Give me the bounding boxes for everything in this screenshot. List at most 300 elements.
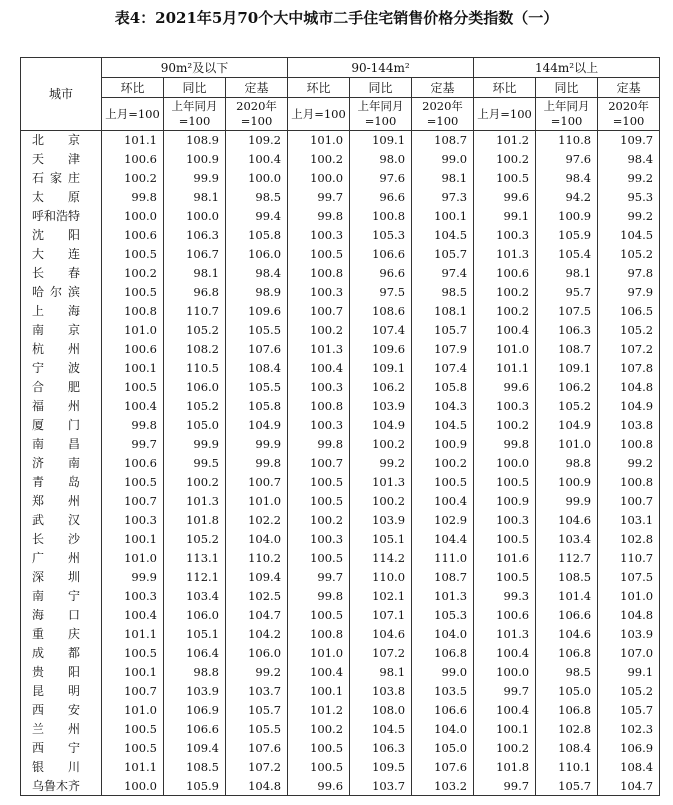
index-value: 101.3 [164, 492, 226, 511]
index-value: 100.8 [350, 207, 412, 226]
index-value: 108.5 [164, 758, 226, 777]
index-value: 105.7 [412, 245, 474, 264]
index-value: 97.6 [536, 150, 598, 169]
index-value: 108.4 [598, 758, 660, 777]
index-value: 100.7 [226, 473, 288, 492]
index-value: 106.5 [598, 302, 660, 321]
index-value: 106.0 [164, 378, 226, 397]
index-value: 105.7 [412, 321, 474, 340]
city-name-char: 青 [32, 475, 45, 489]
index-value: 99.8 [102, 416, 164, 435]
city-name-char: 呼 [32, 209, 45, 223]
index-value: 99.7 [288, 568, 350, 587]
city-cell [21, 758, 102, 777]
index-value: 100.2 [102, 264, 164, 283]
city-cell [21, 302, 102, 321]
city-name-char: 尔 [49, 285, 62, 299]
city-name-char: 济 [32, 456, 45, 470]
index-value: 108.7 [412, 131, 474, 150]
index-value: 104.0 [412, 625, 474, 644]
index-value: 100.2 [350, 435, 412, 454]
city-name [32, 663, 80, 681]
city-name-char: 合 [32, 380, 45, 394]
table-row [21, 473, 660, 492]
city-name-char: 天 [32, 152, 45, 166]
city-name-char: 都 [67, 646, 80, 660]
index-value: 100.3 [474, 511, 536, 530]
city-name [32, 188, 80, 206]
city-name-char: 大 [32, 247, 45, 261]
index-value: 99.8 [288, 207, 350, 226]
index-value: 101.0 [102, 549, 164, 568]
index-value: 101.8 [474, 758, 536, 777]
index-value: 108.9 [164, 131, 226, 150]
table-row [21, 245, 660, 264]
index-value: 100.2 [350, 492, 412, 511]
city-name [32, 549, 80, 567]
index-value: 100.2 [288, 321, 350, 340]
index-value: 106.0 [226, 644, 288, 663]
city-name [32, 169, 80, 187]
index-value: 99.7 [474, 777, 536, 796]
city-name-char: 阳 [67, 665, 80, 679]
index-value: 100.5 [102, 720, 164, 739]
index-value: 106.7 [164, 245, 226, 264]
city-cell [21, 473, 102, 492]
city-cell [21, 530, 102, 549]
index-value: 101.0 [598, 587, 660, 606]
city-name [32, 701, 80, 719]
base-line: 上年同月 [543, 99, 590, 113]
base-line: =100 [550, 114, 583, 128]
index-value: 104.8 [598, 606, 660, 625]
table-row [21, 530, 660, 549]
index-value: 100.2 [288, 720, 350, 739]
city-name-char: 宁 [67, 741, 80, 755]
index-value: 106.6 [412, 701, 474, 720]
table-row [21, 682, 660, 701]
index-value: 95.3 [598, 188, 660, 207]
index-value: 101.4 [536, 587, 598, 606]
index-value: 96.6 [350, 264, 412, 283]
index-value: 105.8 [226, 226, 288, 245]
index-value: 106.6 [536, 606, 598, 625]
city-name-char: 杭 [32, 342, 45, 356]
col-base-mom [288, 98, 350, 131]
index-value: 114.2 [350, 549, 412, 568]
base-period-header-row [21, 98, 660, 131]
index-value: 100.5 [474, 568, 536, 587]
city-name [32, 644, 80, 662]
index-value: 100.8 [598, 435, 660, 454]
index-value: 106.3 [164, 226, 226, 245]
index-value: 100.5 [102, 283, 164, 302]
index-value: 112.7 [536, 549, 598, 568]
city-name-char: 汉 [67, 513, 80, 527]
index-value: 100.2 [288, 511, 350, 530]
table-row [21, 625, 660, 644]
index-value: 99.8 [226, 454, 288, 473]
index-value: 107.2 [598, 340, 660, 359]
index-value: 110.5 [164, 359, 226, 378]
index-value: 109.6 [350, 340, 412, 359]
index-value: 99.8 [288, 435, 350, 454]
city-name [32, 378, 80, 396]
index-value: 110.8 [536, 131, 598, 150]
city-name-char: 阳 [67, 228, 80, 242]
index-value: 109.7 [598, 131, 660, 150]
index-value: 100.9 [536, 207, 598, 226]
table-row [21, 397, 660, 416]
index-value: 100.3 [102, 511, 164, 530]
index-value: 107.2 [226, 758, 288, 777]
index-value: 98.4 [598, 150, 660, 169]
index-value: 99.9 [102, 568, 164, 587]
index-value: 99.1 [598, 663, 660, 682]
index-value: 106.4 [164, 644, 226, 663]
index-value: 105.2 [164, 321, 226, 340]
city-name-char: 州 [67, 551, 80, 565]
city-name-char: 昌 [67, 437, 80, 451]
index-value: 101.0 [474, 340, 536, 359]
index-value: 101.0 [226, 492, 288, 511]
table-row [21, 549, 660, 568]
table-row [21, 644, 660, 663]
index-value: 103.4 [164, 587, 226, 606]
city-name-char: 州 [67, 399, 80, 413]
city-name-char: 州 [67, 342, 80, 356]
index-value: 105.1 [164, 625, 226, 644]
base-line: =100 [364, 114, 397, 128]
index-value: 101.8 [164, 511, 226, 530]
index-value: 104.4 [412, 530, 474, 549]
index-value: 100.4 [102, 606, 164, 625]
index-value: 100.8 [288, 264, 350, 283]
index-value: 100.0 [474, 454, 536, 473]
city-name-char: 厦 [32, 418, 45, 432]
index-value: 100.4 [474, 644, 536, 663]
index-value: 105.2 [536, 397, 598, 416]
city-name [32, 226, 80, 244]
city-name-char: 成 [32, 646, 45, 660]
city-name-char: 武 [32, 513, 45, 527]
city-name [32, 416, 80, 434]
city-cell [21, 131, 102, 150]
city-name-char: 连 [67, 247, 80, 261]
index-value: 100.3 [288, 378, 350, 397]
city-name [32, 777, 80, 795]
base-line: 2020年 [422, 99, 463, 113]
table-row [21, 226, 660, 245]
city-name-char: 重 [32, 627, 45, 641]
index-value: 111.0 [412, 549, 474, 568]
city-name-char: 乌 [32, 778, 45, 793]
index-value: 100.5 [102, 378, 164, 397]
city-name-char: 家 [49, 171, 62, 185]
index-value: 107.4 [412, 359, 474, 378]
city-cell [21, 663, 102, 682]
city-name [32, 530, 80, 548]
index-value: 100.6 [102, 150, 164, 169]
table-row [21, 416, 660, 435]
city-name [32, 397, 80, 415]
index-value: 98.8 [164, 663, 226, 682]
index-value: 106.8 [412, 644, 474, 663]
index-value: 105.5 [226, 321, 288, 340]
index-value: 100.6 [102, 340, 164, 359]
index-value: 99.4 [226, 207, 288, 226]
city-name-char: 春 [67, 266, 80, 280]
index-value: 101.3 [288, 340, 350, 359]
col-header-fixed-base: 定基 [598, 78, 660, 98]
index-value: 100.1 [102, 359, 164, 378]
index-value: 103.7 [226, 682, 288, 701]
index-value: 107.2 [350, 644, 412, 663]
city-cell [21, 435, 102, 454]
index-type-header-row [21, 78, 660, 98]
table-row [21, 758, 660, 777]
index-value: 100.5 [288, 245, 350, 264]
city-name-char: 川 [67, 760, 80, 774]
index-value: 106.0 [164, 606, 226, 625]
index-value: 98.5 [226, 188, 288, 207]
index-value: 97.3 [412, 188, 474, 207]
index-value: 100.3 [474, 397, 536, 416]
index-value: 105.4 [536, 245, 598, 264]
index-value: 96.8 [164, 283, 226, 302]
city-cell [21, 359, 102, 378]
city-name [32, 587, 80, 605]
city-name-char: 哈 [32, 285, 45, 299]
index-value: 100.0 [474, 663, 536, 682]
col-header-mom: 环比 [102, 78, 164, 98]
index-value: 107.1 [350, 606, 412, 625]
city-name-char: 口 [67, 608, 80, 622]
price-index-table [20, 57, 660, 796]
index-value: 108.4 [536, 739, 598, 758]
index-value: 100.5 [102, 473, 164, 492]
index-value: 99.8 [474, 435, 536, 454]
index-value: 99.5 [164, 454, 226, 473]
table-header [21, 58, 660, 131]
index-value: 104.2 [226, 625, 288, 644]
index-value: 105.9 [536, 226, 598, 245]
index-value: 108.0 [350, 701, 412, 720]
index-value: 100.2 [412, 454, 474, 473]
col-header-yoy: 同比 [350, 78, 412, 98]
table-row [21, 150, 660, 169]
index-value: 100.5 [412, 473, 474, 492]
index-value: 97.9 [598, 283, 660, 302]
index-value: 105.3 [350, 226, 412, 245]
index-value: 101.0 [102, 321, 164, 340]
city-name-char: 和 [44, 209, 57, 223]
index-value: 99.2 [598, 169, 660, 188]
index-value: 100.5 [288, 492, 350, 511]
index-value: 99.6 [474, 188, 536, 207]
index-value: 100.5 [474, 473, 536, 492]
city-name [32, 682, 80, 700]
index-value: 106.8 [536, 701, 598, 720]
index-value: 100.1 [102, 530, 164, 549]
index-value: 98.1 [350, 663, 412, 682]
index-value: 105.1 [350, 530, 412, 549]
index-value: 100.0 [102, 777, 164, 796]
city-name [32, 321, 80, 339]
city-name-char: 沈 [32, 228, 45, 242]
index-value: 100.2 [474, 150, 536, 169]
index-value: 105.5 [226, 378, 288, 397]
index-value: 109.5 [350, 758, 412, 777]
index-value: 104.9 [598, 397, 660, 416]
index-value: 100.5 [288, 549, 350, 568]
city-cell [21, 606, 102, 625]
index-value: 98.0 [350, 150, 412, 169]
index-value: 105.2 [164, 530, 226, 549]
city-name-char: 西 [32, 703, 45, 717]
base-line: =100 [426, 114, 459, 128]
index-value: 107.5 [598, 568, 660, 587]
index-value: 98.8 [536, 454, 598, 473]
index-value: 100.1 [412, 207, 474, 226]
col-base-fixed-base [226, 98, 288, 131]
index-value: 94.2 [536, 188, 598, 207]
index-value: 99.7 [288, 188, 350, 207]
city-name-char: 贵 [32, 665, 45, 679]
city-name-char: 石 [32, 171, 45, 185]
index-value: 103.8 [598, 416, 660, 435]
index-value: 98.1 [164, 264, 226, 283]
index-value: 100.8 [288, 397, 350, 416]
city-name-char: 宁 [67, 589, 80, 603]
city-name-char: 齐 [68, 778, 81, 793]
col-base-mom [474, 98, 536, 131]
index-value: 99.6 [474, 378, 536, 397]
index-value: 110.7 [164, 302, 226, 321]
city-name-char: 南 [67, 456, 80, 470]
index-value: 104.8 [226, 777, 288, 796]
city-name [32, 720, 80, 738]
index-value: 100.0 [288, 169, 350, 188]
index-value: 103.9 [598, 625, 660, 644]
index-value: 100.9 [164, 150, 226, 169]
index-value: 101.0 [288, 131, 350, 150]
group-header-144-above: 144m²以上 [474, 58, 660, 78]
city-cell [21, 511, 102, 530]
table-row [21, 435, 660, 454]
city-name-char: 安 [67, 703, 80, 717]
city-name-char: 沙 [67, 532, 80, 546]
index-value: 105.7 [226, 701, 288, 720]
city-name-char: 庄 [67, 171, 80, 185]
city-cell [21, 264, 102, 283]
index-value: 101.3 [350, 473, 412, 492]
index-value: 100.1 [474, 720, 536, 739]
city-cell [21, 188, 102, 207]
index-value: 101.2 [288, 701, 350, 720]
city-cell [21, 226, 102, 245]
col-header-mom: 环比 [474, 78, 536, 98]
city-name-char: 太 [32, 190, 45, 204]
col-base-mom [102, 98, 164, 131]
index-value: 100.4 [288, 663, 350, 682]
index-value: 98.4 [226, 264, 288, 283]
index-value: 99.9 [164, 169, 226, 188]
page-title: 表4：2021年5月70个大中城市二手住宅销售价格分类指数（一） [114, 9, 559, 27]
index-value: 101.1 [474, 359, 536, 378]
index-value: 104.6 [350, 625, 412, 644]
city-cell [21, 644, 102, 663]
index-value: 101.0 [288, 644, 350, 663]
index-value: 100.2 [288, 150, 350, 169]
index-value: 103.9 [350, 397, 412, 416]
index-value: 108.6 [350, 302, 412, 321]
city-name [32, 264, 80, 282]
index-value: 107.9 [412, 340, 474, 359]
city-cell [21, 625, 102, 644]
index-value: 100.5 [102, 245, 164, 264]
city-name [32, 492, 80, 510]
city-name-char: 鲁 [44, 778, 57, 793]
city-cell [21, 777, 102, 796]
city-name-char: 南 [32, 589, 45, 603]
base-line: 2020年 [608, 99, 649, 113]
index-value: 109.4 [226, 568, 288, 587]
index-value: 99.9 [536, 492, 598, 511]
col-header-mom: 环比 [288, 78, 350, 98]
index-value: 100.9 [474, 492, 536, 511]
index-value: 107.0 [598, 644, 660, 663]
index-value: 105.7 [536, 777, 598, 796]
table-row [21, 188, 660, 207]
city-name-char: 木 [56, 778, 69, 793]
city-name-char: 岛 [67, 475, 80, 489]
index-value: 104.6 [536, 625, 598, 644]
index-value: 101.6 [474, 549, 536, 568]
index-value: 104.5 [598, 226, 660, 245]
index-value: 100.7 [288, 302, 350, 321]
index-value: 98.5 [412, 283, 474, 302]
index-value: 101.1 [102, 131, 164, 150]
index-value: 107.6 [226, 340, 288, 359]
group-header-90-144: 90-144m² [288, 58, 474, 78]
index-value: 103.8 [350, 682, 412, 701]
index-value: 103.5 [412, 682, 474, 701]
city-cell [21, 340, 102, 359]
city-name-char: 广 [32, 551, 45, 565]
index-value: 104.5 [412, 226, 474, 245]
city-name-char: 特 [68, 209, 81, 223]
city-name-char: 州 [67, 722, 80, 736]
city-name-char: 西 [32, 741, 45, 755]
index-value: 106.0 [226, 245, 288, 264]
index-value: 101.1 [102, 758, 164, 777]
index-value: 101.3 [474, 625, 536, 644]
index-value: 104.0 [412, 720, 474, 739]
col-base-fixed-base [412, 98, 474, 131]
city-name-char: 庆 [67, 627, 80, 641]
index-value: 100.8 [598, 473, 660, 492]
index-value: 109.1 [350, 131, 412, 150]
table-row [21, 302, 660, 321]
index-value: 105.2 [598, 682, 660, 701]
index-value: 106.9 [164, 701, 226, 720]
index-value: 100.8 [102, 302, 164, 321]
city-cell [21, 207, 102, 226]
index-value: 98.4 [536, 169, 598, 188]
city-name-char: 兰 [32, 722, 45, 736]
index-value: 110.1 [536, 758, 598, 777]
